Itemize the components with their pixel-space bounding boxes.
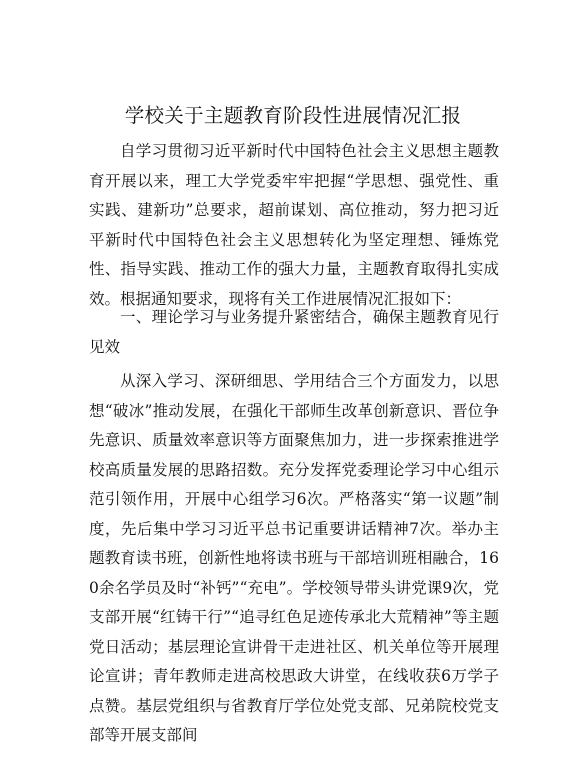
document-title: 学校关于主题教育阶段性进展情况汇报 xyxy=(124,104,462,127)
intro-paragraph: 自学习贯彻习近平新时代中国特色社会主义思想主题教育开展以来，理工大学党委牢牢把握“学思想、强党性、重实践、建新功”总要求，超前谋划、高位推动，努力把习近平新时代中国特色社会主义思想转化为坚定理想、锤炼党性、指导实践、推动工作的强大力量，主题教育取得扎实成效。根据通知要求，现将有关工作进展情况汇报如下： xyxy=(89,142,499,308)
section-heading: 一、理论学习与业务提升紧密结合，确保主题教育见行见效 xyxy=(89,308,499,356)
section-paragraph: 从深入学习、深研细思、学用结合三个方面发力，以思想“破冰”推动发展，在强化干部师生改革创新意识、晋位争先意识、质量效率意识等方面聚焦加力，进一步探索推进学校高质量发展的思路招数。充分发挥党委理论学习中心组示范引领作用，开展中心组学习6次。严格落实“第一议题”制度，先后集中学习习近平总书记重要讲话精神7次。举办主题教育读书班，创新性地将读书班与干部培训班相融合，160余名学员及时“补钙”“充电”。学校领导带头讲党课9次，党支部开展“红铸干行”“追寻红色足迹传承北大荒精神”等主题党日活动；基层理论宣讲骨干走进社区、机关单位等开展理论宣讲；青年教师走进高校思政大讲堂，在线收获6万学子点赞。基层党组织与省教育厅学位处党支部、兄弟院校党支部等开展支部间 xyxy=(89,372,499,744)
